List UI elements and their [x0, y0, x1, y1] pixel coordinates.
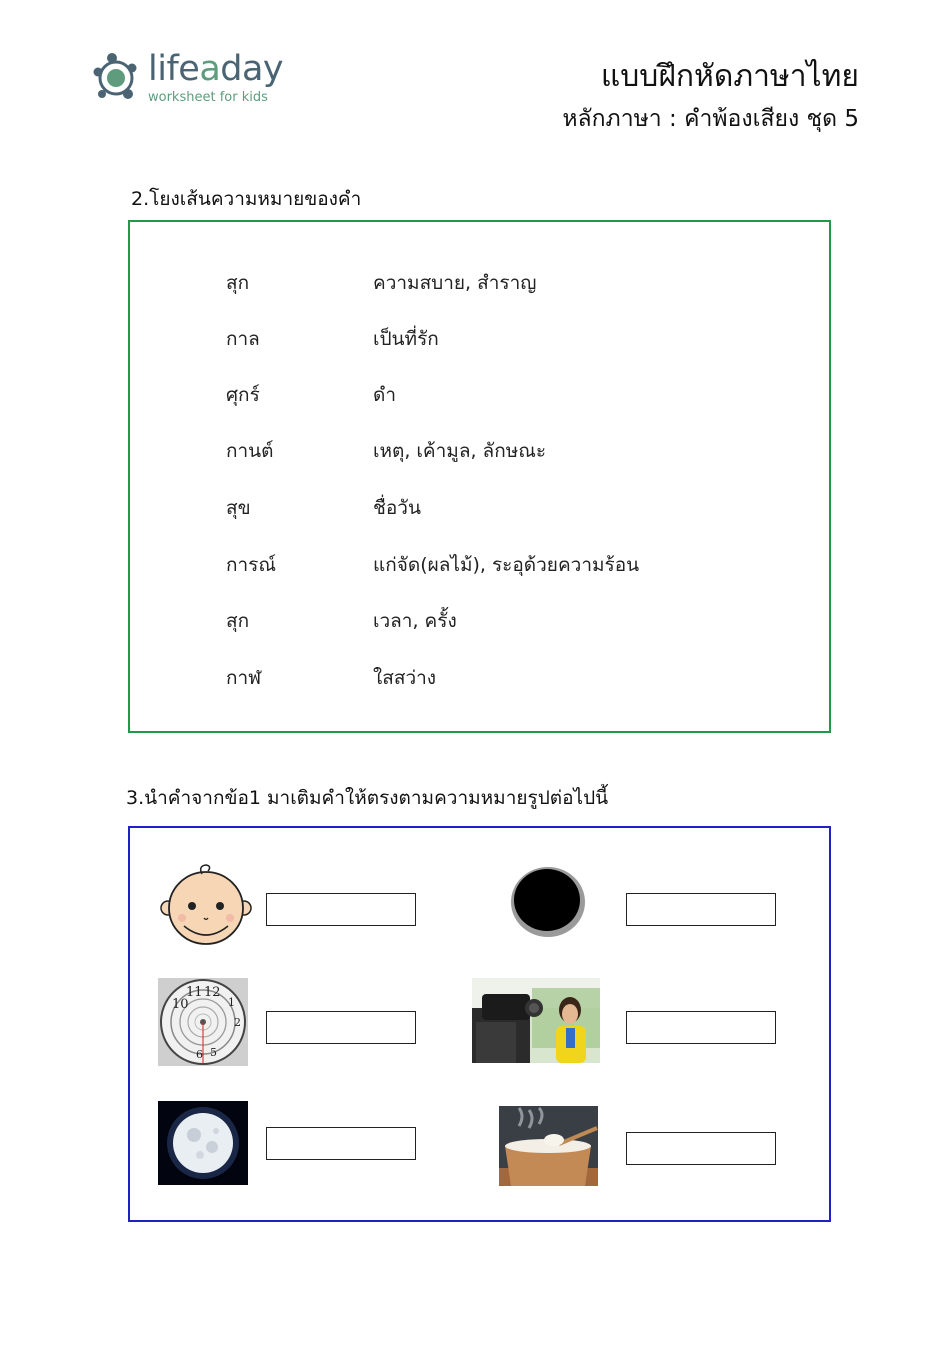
baby-face-image: [158, 864, 254, 948]
svg-text:12: 12: [204, 985, 221, 1000]
match-word[interactable]: กาฬ: [226, 667, 262, 689]
svg-text:2: 2: [234, 1016, 241, 1029]
document-title: แบบฝึกหัดภาษาไทย: [600, 59, 859, 94]
logo-molecule-icon: [90, 50, 146, 106]
section-2-heading: 2.โยงเส้นความหมายของคำ: [131, 188, 362, 210]
steamed-rice-image: [499, 1106, 598, 1186]
svg-text:1: 1: [228, 996, 235, 1009]
news-reporter-image: [472, 978, 600, 1063]
section-3-heading: 3.นำคำจากข้อ1 มาเติมคำให้ตรงตามความหมายรูปต่อไปนี้: [126, 787, 609, 809]
match-meaning[interactable]: ความสบาย, สำราญ: [373, 272, 537, 294]
answer-box-clock[interactable]: [266, 1011, 416, 1044]
answer-box-moon[interactable]: [266, 1127, 416, 1160]
logo-tagline: worksheet for kids: [148, 90, 268, 105]
matching-box: [128, 220, 831, 733]
match-word[interactable]: การณ์: [226, 554, 277, 576]
match-meaning[interactable]: ใสสว่าง: [373, 667, 437, 689]
black-circle-image: [508, 864, 588, 940]
match-meaning[interactable]: เหตุ, เค้ามูล, ลักษณะ: [373, 440, 547, 462]
svg-text:5: 5: [210, 1046, 217, 1059]
match-meaning[interactable]: ชื่อวัน: [373, 497, 421, 519]
answer-box-black[interactable]: [626, 893, 776, 926]
lifeaday-logo: [90, 50, 290, 110]
match-word[interactable]: สุก: [226, 610, 250, 632]
logo-wordmark: lifeaday: [148, 49, 284, 89]
answer-box-rice[interactable]: [626, 1132, 776, 1165]
match-meaning[interactable]: ดำ: [373, 384, 397, 406]
svg-text:10: 10: [172, 997, 189, 1012]
match-word[interactable]: สุก: [226, 272, 250, 294]
match-word[interactable]: กาล: [226, 328, 260, 350]
match-meaning[interactable]: เวลา, ครั้ง: [373, 610, 457, 632]
document-subtitle: หลักภาษา : คำพ้องเสียง ชุด 5: [562, 106, 859, 132]
match-meaning[interactable]: เป็นที่รัก: [373, 328, 439, 350]
svg-text:11: 11: [186, 985, 203, 1000]
spiral-clock-image: [158, 978, 248, 1066]
match-word[interactable]: ศุกร์: [226, 384, 260, 406]
answer-box-baby[interactable]: [266, 893, 416, 926]
full-moon-image: [158, 1101, 248, 1185]
match-word[interactable]: กานต์: [226, 440, 274, 462]
answer-box-reporter[interactable]: [626, 1011, 776, 1044]
match-meaning[interactable]: แก่จัด(ผลไม้), ระอุด้วยความร้อน: [373, 554, 640, 576]
svg-text:6: 6: [196, 1048, 203, 1061]
match-word[interactable]: สุข: [226, 497, 251, 519]
